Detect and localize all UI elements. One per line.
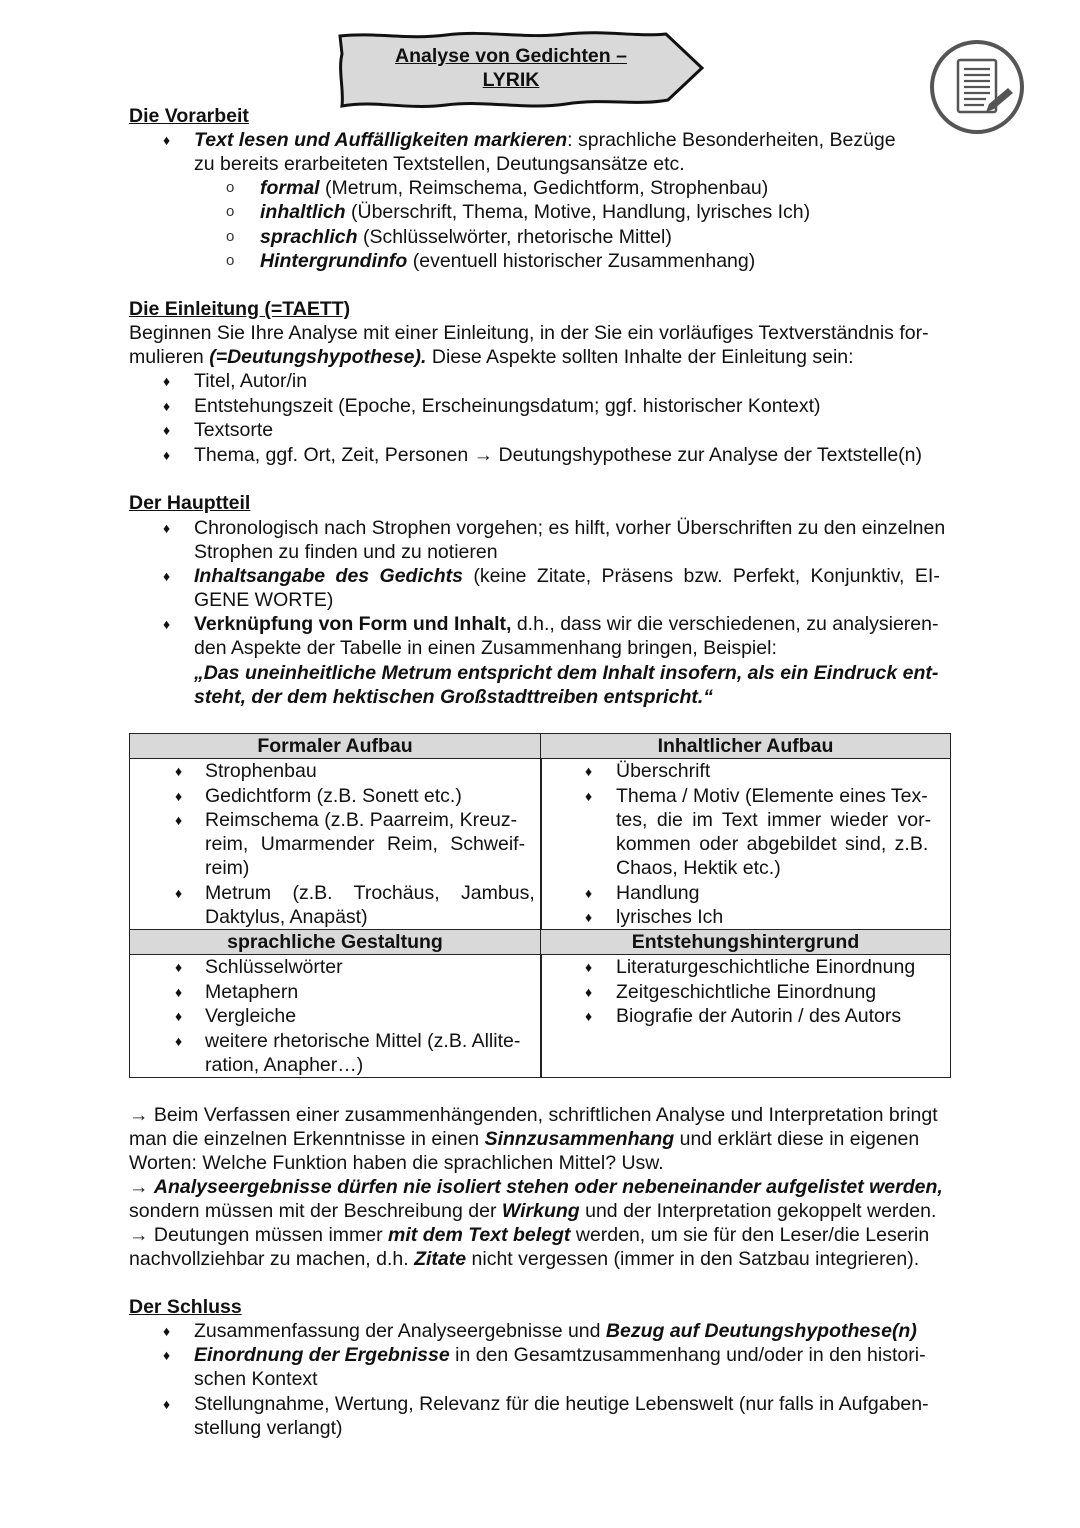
text: Diese Aspekte sollten Inhalte der Einleitung sein: xyxy=(426,346,854,368)
bullet-icon: ♦ xyxy=(175,959,183,975)
title-line-2: LYRIK xyxy=(482,69,540,91)
item-text: : sprachliche Besonderheiten, Bezüge xyxy=(567,129,896,151)
text: und erklärt diese in eigenen xyxy=(674,1128,920,1150)
schluss-item-2 xyxy=(194,1343,926,1367)
text: → Deutungen müssen immer xyxy=(129,1224,389,1246)
text: sondern müssen mit der Beschreibung der xyxy=(129,1200,502,1222)
vorarbeit-subitem xyxy=(260,200,810,224)
table-cell-line: Chaos, Hektik etc.) xyxy=(616,857,781,879)
text: (keine Zitate, Präsens bzw. Perfekt, Konjunktiv, EI- xyxy=(462,565,940,587)
table-cell-line: Vergleiche xyxy=(205,1005,297,1027)
section-heading-einleitung: Die Einleitung (=TAETT) xyxy=(129,298,351,320)
bullet-icon: ♦ xyxy=(163,1396,171,1412)
item-bold: Text lesen und Auffälligkeiten markieren xyxy=(194,129,568,151)
circle-bullet-icon: o xyxy=(226,228,235,245)
bullet-icon: ♦ xyxy=(175,812,183,828)
table-cell-line: reim, Umarmender Reim, Schweif- xyxy=(205,833,526,855)
note-3-line-2 xyxy=(129,1247,951,1271)
text: in den Gesamtzusammenhang und/oder in den histori- xyxy=(449,1344,926,1366)
vorarbeit-subitem xyxy=(260,249,755,273)
hauptteil-item-1: Chronologisch nach Strophen vorgehen; es hilft, vorher Überschriften zu den einzelnen xyxy=(194,517,946,539)
bullet-icon: ♦ xyxy=(175,763,183,779)
table-cell-line: lyrisches Ich xyxy=(616,906,724,928)
schluss-item-2-line-2: schen Kontext xyxy=(194,1368,318,1390)
text-bold: Inhaltsangabe des Gedichts xyxy=(194,565,463,587)
hauptteil-item-2-line-2: GENE WORTE) xyxy=(194,589,334,611)
subitem-text: (eventuell historischer Zusammenhang) xyxy=(407,250,756,272)
text: Zusammenfassung der Analyseergebnisse und xyxy=(194,1320,606,1342)
bullet-icon: ♦ xyxy=(175,1033,183,1049)
table-cell-line: kommen oder abgebildet sind, z.B. xyxy=(616,833,929,855)
table-cell-line: reim) xyxy=(205,857,250,879)
hauptteil-item-2 xyxy=(194,564,940,588)
vorarbeit-subitem xyxy=(260,176,768,200)
text: man die einzelnen Erkenntnisse in einen xyxy=(129,1128,485,1150)
schluss-item-3: Stellungnahme, Wertung, Relevanz für die heutige Lebenswelt (nur falls in Aufgaben- xyxy=(194,1393,929,1415)
text-bold: Bezug auf Deutungshypothese(n) xyxy=(605,1320,917,1342)
circle-bullet-icon: o xyxy=(226,179,235,196)
table-cell-line: Literaturgeschichtliche Einordnung xyxy=(616,956,916,978)
vorarbeit-item-1-line-2: zu bereits erarbeiteten Textstellen, Deutungsansätze etc. xyxy=(194,153,685,175)
bullet-icon: ♦ xyxy=(163,1323,171,1339)
hauptteil-item-3-line-2: den Aspekte der Tabelle in einen Zusammenhang bringen, Beispiel: xyxy=(194,637,777,659)
table-cell-line: Metrum (z.B. Trochäus, Jambus, xyxy=(205,882,535,904)
text: werden, um sie für den Leser/die Leserin xyxy=(570,1224,930,1246)
note-1-line-3: Worten: Welche Funktion haben die sprachlichen Mittel? Usw. xyxy=(129,1152,664,1174)
bullet-icon: ♦ xyxy=(163,520,171,536)
note-1-line-1: → Beim Verfassen einer zusammenhängenden, schriftlichen Analyse und Interpretation bringt xyxy=(129,1104,938,1126)
schluss-item-1 xyxy=(194,1319,917,1343)
table-cell-line: Überschrift xyxy=(616,760,711,782)
table-cell-line: Reimschema (z.B. Paarreim, Kreuz- xyxy=(205,809,518,831)
bullet-icon: ♦ xyxy=(585,959,593,975)
bullet-icon: ♦ xyxy=(585,984,593,1000)
bullet-icon: ♦ xyxy=(175,1008,183,1024)
bullet-icon: ♦ xyxy=(585,1008,593,1024)
arrow-icon: → xyxy=(129,1176,154,1198)
einleitung-item: Textsorte xyxy=(194,419,274,441)
subitem-bold: formal xyxy=(260,177,320,199)
table-header-inhalt: Inhaltlicher Aufbau xyxy=(541,734,950,759)
text-bold: Verknüpfung von Form und Inhalt, xyxy=(194,613,512,635)
note-3-line-1 xyxy=(129,1223,951,1247)
circle-bullet-icon: o xyxy=(226,252,235,269)
vorarbeit-subitem xyxy=(260,225,672,249)
section-heading-schluss: Der Schluss xyxy=(129,1296,242,1318)
table-cell-line: Metaphern xyxy=(205,981,299,1003)
subitem-bold: Hintergrundinfo xyxy=(260,250,408,272)
subitem-text: (Überschrift, Thema, Motive, Handlung, lyrisches Ich) xyxy=(345,201,811,223)
table-cell-line: Biografie der Autorin / des Autors xyxy=(616,1005,902,1027)
table-cell-line: tes, die im Text immer wieder vor- xyxy=(616,809,932,831)
table-header-formal: Formaler Aufbau xyxy=(130,734,540,759)
note-2-line-1 xyxy=(129,1175,951,1199)
table-cell-line: Daktylus, Anapäst) xyxy=(205,906,368,928)
text: nachvollziehbar zu machen, d.h. xyxy=(129,1248,415,1270)
analysis-aspects-table xyxy=(129,733,951,1078)
table-header-sprache: sprachliche Gestaltung xyxy=(130,930,540,955)
table-cell-line: Thema / Motiv (Elemente eines Tex- xyxy=(616,785,928,807)
text-bold: Sinnzusammenhang xyxy=(484,1128,675,1150)
table-cell-line: Strophenbau xyxy=(205,760,317,782)
table-header-hintergrund: Entstehungshintergrund xyxy=(541,930,950,955)
bullet-icon: ♦ xyxy=(163,132,171,148)
note-2-line-2 xyxy=(129,1199,951,1223)
text: d.h., dass wir die verschiedenen, zu analysieren- xyxy=(511,613,939,635)
table-cell-line: ration, Anapher…) xyxy=(205,1054,364,1076)
bullet-icon: ♦ xyxy=(163,398,171,414)
bullet-icon: ♦ xyxy=(163,568,171,584)
subitem-bold: sprachlich xyxy=(260,226,358,248)
example-quote-line-2: steht, der dem hektischen Großstadttreiben entspricht.“ xyxy=(194,686,714,708)
document-pencil-icon xyxy=(928,38,1026,136)
bullet-icon: ♦ xyxy=(163,373,171,389)
text: nicht vergessen (immer in den Satzbau integrieren). xyxy=(466,1248,920,1270)
hauptteil-item-3 xyxy=(194,612,938,636)
text-bold: Einordnung der Ergebnisse xyxy=(194,1344,450,1366)
bullet-icon: ♦ xyxy=(163,1347,171,1363)
bullet-icon: ♦ xyxy=(163,447,171,463)
einleitung-item: Entstehungszeit (Epoche, Erscheinungsdatum; ggf. historischer Kontext) xyxy=(194,395,821,417)
bullet-icon: ♦ xyxy=(585,763,593,779)
einleitung-intro-line-1: Beginnen Sie Ihre Analyse mit einer Einleitung, in der Sie ein vorläufiges Textverständnis for- xyxy=(129,322,929,344)
table-cell-line: Gedichtform (z.B. Sonett etc.) xyxy=(205,785,462,807)
vorarbeit-item-1 xyxy=(194,128,896,152)
bullet-icon: ♦ xyxy=(175,885,183,901)
example-quote-line-1: „Das uneinheitliche Metrum entspricht dem Inhalt insofern, als ein Eindruck ent- xyxy=(194,662,939,684)
subitem-text: (Schlüsselwörter, rhetorische Mittel) xyxy=(357,226,672,248)
text: und der Interpretation gekoppelt werden. xyxy=(579,1200,937,1222)
page-title xyxy=(336,44,686,92)
circle-bullet-icon: o xyxy=(226,203,235,220)
section-heading-vorarbeit: Die Vorarbeit xyxy=(129,105,249,127)
schluss-item-3-line-2: stellung verlangt) xyxy=(194,1417,343,1439)
hauptteil-item-1-line-2: Strophen zu finden und zu notieren xyxy=(194,541,498,563)
title-line-1: Analyse von Gedichten – xyxy=(395,45,627,67)
subitem-text: (Metrum, Reimschema, Gedichtform, Strophenbau) xyxy=(319,177,769,199)
note-1-line-2 xyxy=(129,1127,951,1151)
section-heading-hauptteil: Der Hauptteil xyxy=(129,492,251,514)
title-banner xyxy=(336,30,706,110)
text-bold: Analyseergebnisse dürfen nie isoliert stehen oder nebeneinander aufgelistet werden, xyxy=(153,1176,943,1198)
bullet-icon: ♦ xyxy=(585,788,593,804)
text-bold: (=Deutungshypothese). xyxy=(209,346,427,368)
table-cell-line: Schlüsselwörter xyxy=(205,956,343,978)
table-divider xyxy=(540,734,542,1077)
bullet-icon: ♦ xyxy=(163,422,171,438)
bullet-icon: ♦ xyxy=(175,984,183,1000)
bullet-icon: ♦ xyxy=(163,616,171,632)
subitem-bold: inhaltlich xyxy=(260,201,346,223)
einleitung-item: Thema, ggf. Ort, Zeit, Personen → Deutungshypothese zur Analyse der Textstelle(n) xyxy=(194,444,923,466)
table-cell-line: weitere rhetorische Mittel (z.B. Allite- xyxy=(205,1030,521,1052)
einleitung-intro-line-2 xyxy=(129,345,951,369)
table-cell-line: Handlung xyxy=(616,882,700,904)
einleitung-item: Titel, Autor/in xyxy=(194,370,308,392)
text: mulieren xyxy=(129,346,210,368)
table-cell-line: Zeitgeschichtliche Einordnung xyxy=(616,981,877,1003)
bullet-icon: ♦ xyxy=(585,885,593,901)
bullet-icon: ♦ xyxy=(175,788,183,804)
bullet-icon: ♦ xyxy=(585,909,593,925)
text-bold: Zitate xyxy=(414,1248,467,1270)
text-bold: Wirkung xyxy=(501,1200,580,1222)
text-bold: mit dem Text belegt xyxy=(388,1224,571,1246)
